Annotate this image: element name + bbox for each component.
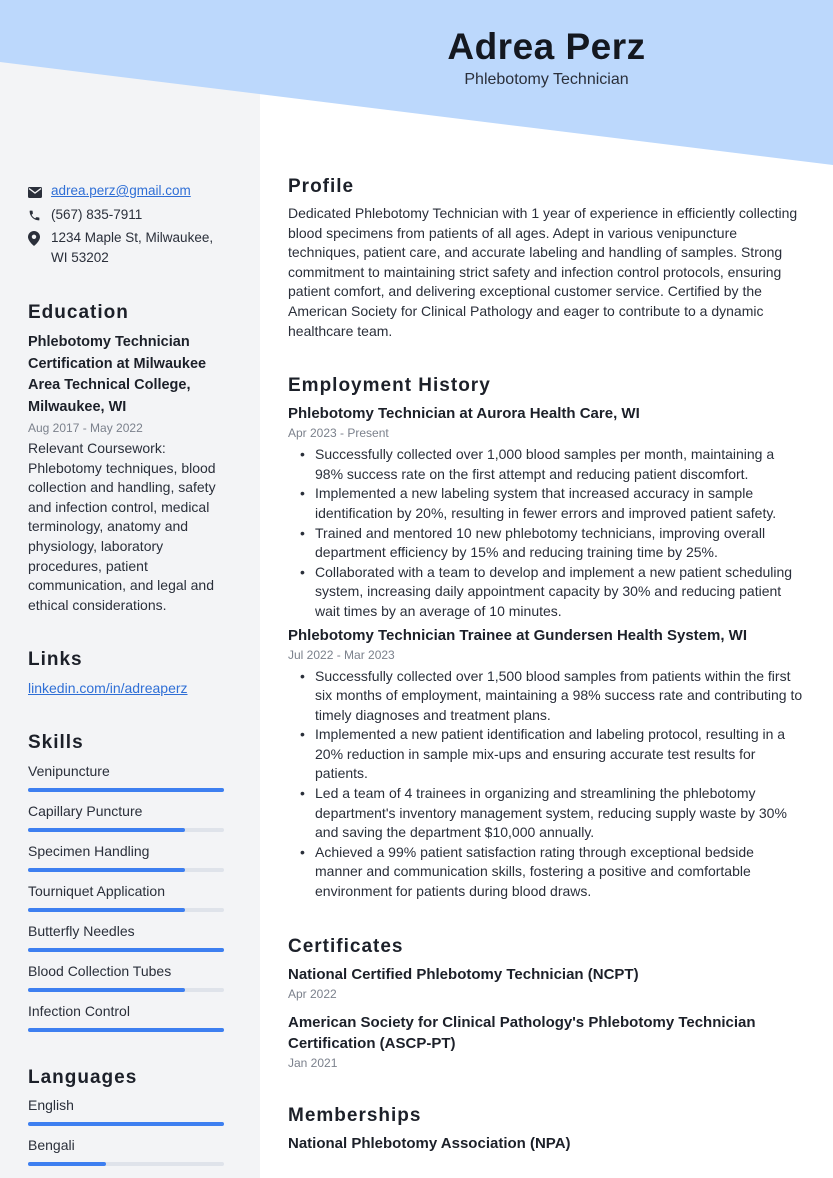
memberships-heading: Memberships	[288, 1104, 422, 1126]
contact-address-row	[28, 228, 228, 267]
skill-bar-track	[28, 828, 224, 832]
language-item	[28, 1136, 228, 1166]
skill-label: Butterfly Needles	[28, 923, 135, 940]
skill-item	[28, 762, 228, 792]
language-item	[28, 1096, 228, 1126]
skill-item	[28, 842, 228, 872]
skill-bar-fill	[28, 948, 224, 952]
skill-label: Specimen Handling	[28, 843, 150, 860]
sidebar	[28, 181, 228, 1166]
skills-heading: Skills	[28, 732, 84, 754]
skill-item	[28, 802, 228, 832]
job-bullet: • Achieved a 99% patient satisfaction rating through exceptional bedside manner and communication skills, fostering a positive and comfortable environment for patients during blood draws.	[315, 843, 804, 902]
skill-bar-fill	[28, 788, 224, 792]
job-bullets	[288, 667, 804, 902]
language-bar-track	[28, 1162, 224, 1166]
skills-section	[28, 732, 228, 1032]
main-content	[288, 176, 804, 1154]
envelope-icon	[28, 181, 51, 204]
job-bullet: • Implemented a new labeling system that increased accuracy in sample identification by 20%, resulting in fewer errors and improved patient safety.	[315, 484, 804, 523]
profile-heading: Profile	[288, 176, 355, 197]
job-title: Phlebotomy Technician at Aurora Health Care, WI	[288, 405, 640, 423]
linkedin-link[interactable]: linkedin.com/in/adreaperz	[28, 680, 188, 697]
certificate-title: National Certified Phlebotomy Technician (NCPT)	[288, 965, 639, 983]
languages-heading: Languages	[28, 1067, 138, 1089]
job-entry	[288, 625, 804, 902]
skill-item	[28, 962, 228, 992]
certificate-item	[288, 964, 804, 1002]
skill-label: Blood Collection Tubes	[28, 963, 172, 980]
job-bullet: • Successfully collected over 1,000 blood samples per month, maintaining a 98% success rate on the first attempt and reducing patient discomfort.	[315, 445, 804, 484]
skill-bar-fill	[28, 1028, 224, 1032]
location-pin-icon	[28, 228, 51, 252]
job-bullets	[288, 445, 804, 621]
contact-email-row	[28, 181, 228, 204]
languages-section	[28, 1067, 228, 1166]
phone-icon	[28, 205, 51, 228]
contact-phone-row	[28, 205, 228, 228]
certificates-section	[288, 936, 804, 1071]
language-bar-fill	[28, 1162, 106, 1166]
skill-label: Infection Control	[28, 1003, 130, 1020]
job-bullet: • Trained and mentored 10 new phlebotomy technicians, improving overall department efficiency by 15% and reducing training time by 25%.	[315, 524, 804, 563]
skill-label: Tourniquet Application	[28, 883, 165, 900]
education-description: Relevant Coursework: Phlebotomy techniques, blood collection and handling, safety and infection control, medical terminology, anatomy and physiology, laboratory procedures, patient communication, and legal and ethical considerations.	[28, 440, 216, 613]
education-date: Aug 2017 - May 2022	[28, 421, 143, 435]
employment-section	[288, 375, 804, 901]
skill-bar-track	[28, 788, 224, 792]
contact-section	[28, 181, 228, 267]
skills-list	[28, 762, 228, 1032]
certificates-heading: Certificates	[288, 935, 404, 957]
language-label: Bengali	[28, 1137, 75, 1154]
certificate-title: American Society for Clinical Pathology's Phlebotomy Technician Certification (ASCP-PT)	[288, 1013, 756, 1052]
candidate-title: Phlebotomy Technician	[464, 71, 629, 88]
certificate-date: Jan 2021	[288, 1055, 338, 1070]
profile-text: Dedicated Phlebotomy Technician with 1 year of experience in efficiently collecting blood specimens from patients of all ages. Adept in various venipuncture techniques, patient care, and accurate labeling and handling of samples. Strong commitment to maintaining strict safety and infection control protocols, ensuring patient comfort, and delivering exceptional customer service. Certified by the American Society for Clinical Pathology and eager to contribute to a dynamic healthcare team.	[288, 205, 798, 339]
memberships-section	[288, 1105, 804, 1154]
skill-bar-track	[28, 948, 224, 952]
skill-bar-track	[28, 868, 224, 872]
skill-item	[28, 1002, 228, 1032]
job-bullet: • Implemented a new patient identification and labeling protocol, resulting in a 20% reduction in sample mix-ups and ensuring accurate test results for patients.	[315, 725, 804, 784]
education-section	[28, 302, 228, 615]
candidate-name: Adrea Perz	[447, 26, 646, 67]
profile-section	[288, 176, 804, 341]
job-date: Apr 2023 - Present	[288, 426, 389, 441]
job-bullet: • Collaborated with a team to develop and implement a new patient scheduling system, increasing daily appointment capacity by 30% and reducing patient wait times by an average of 10 minutes.	[315, 563, 804, 622]
skill-item	[28, 882, 228, 912]
job-bullet: • Led a team of 4 trainees in organizing and streamlining the phlebotomy department's inventory management system, reducing supply waste by 30% and saving the department $10,000 annually.	[315, 784, 804, 843]
skill-item	[28, 922, 228, 952]
education-heading: Education	[28, 302, 129, 323]
language-bar-track	[28, 1122, 224, 1126]
job-title: Phlebotomy Technician Trainee at Gundersen Health System, WI	[288, 626, 748, 644]
language-bar-fill	[28, 1122, 224, 1126]
links-heading: Links	[28, 649, 83, 671]
job-date: Jul 2022 - Mar 2023	[288, 647, 395, 662]
certificate-date: Apr 2022	[288, 986, 337, 1001]
skill-bar-track	[28, 988, 224, 992]
address-text: 1234 Maple St, Milwaukee, WI 53202	[51, 230, 214, 265]
links-section	[28, 649, 228, 698]
phone-text: (567) 835-7911	[51, 206, 143, 222]
skill-label: Venipuncture	[28, 763, 110, 780]
job-bullet: • Successfully collected over 1,500 blood samples from patients within the first six months of employment, maintaining a 98% success rate and contributing to timely diagnoses and treatment plans.	[315, 667, 804, 726]
skill-bar-fill	[28, 908, 185, 912]
employment-heading: Employment History	[288, 375, 491, 397]
education-title: Phlebotomy Technician Certification at Milwaukee Area Technical College, Milwaukee, WI	[28, 334, 207, 415]
skill-bar-track	[28, 1028, 224, 1032]
languages-list	[28, 1096, 228, 1166]
certificate-item	[288, 1012, 804, 1071]
skill-label: Capillary Puncture	[28, 803, 143, 820]
language-label: English	[28, 1097, 74, 1114]
skill-bar-fill	[28, 868, 185, 872]
skill-bar-fill	[28, 988, 185, 992]
membership-title: National Phlebotomy Association (NPA)	[288, 1134, 571, 1152]
skill-bar-track	[28, 908, 224, 912]
membership-item	[288, 1133, 804, 1154]
job-entry	[288, 403, 804, 621]
skill-bar-fill	[28, 828, 185, 832]
email-link[interactable]: adrea.perz@gmail.com	[51, 183, 191, 198]
